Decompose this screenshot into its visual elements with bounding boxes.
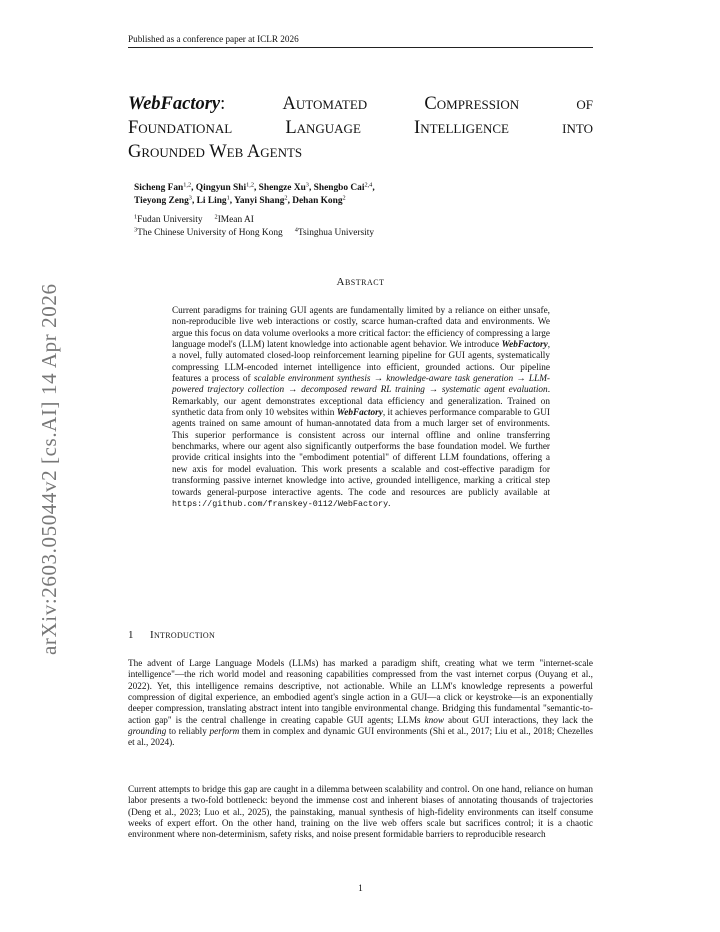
abstract-heading: Abstract — [336, 276, 385, 288]
title-word: Language — [285, 118, 361, 138]
running-header: Published as a conference paper at ICLR 2026 — [128, 34, 299, 44]
author-line-2: Tieyong Zeng$^3$, Li Ling$^1$, Yanyi Shang$^2$, Dehan Kong$^2$ — [134, 194, 346, 206]
author-list — [134, 182, 574, 207]
title-line-2 — [128, 116, 593, 140]
author: Li Ling — [196, 195, 227, 206]
intro-paragraph-1: The advent of Large Language Models (LLMs) has marked a paradigm shift, creating what we term "internet-scale intelligence"—the rich world model and reasoning capabilities compressed from the vast internet corpus (Ouyang et al., 2022). Yet, this intelligence remains descriptive, not actionable. While an LLM's knowledge represents a powerful compression of digital experience, an embodied agent's single action in a GUI—a click or keystroke—is an exponentially deeper compression, translating abstract intent into tangible environmental change. Bridging this fundamental "semantic-to-action gap" is the central challenge in creating capable GUI agents; LLMs know about GUI interactions, they lack the grounding to reliably perform them in complex and dynamic GUI environments (Shi et al., 2017; Liu et al., 2018; Chezelles et al., 2024). — [128, 659, 593, 749]
author: Dehan Kong — [292, 195, 343, 206]
arxiv-stamp: arXiv:2603.05044v2 [cs.AI] 14 Apr 2026 — [37, 283, 61, 655]
header-rule — [128, 47, 593, 48]
author: Shengbo Cai — [313, 183, 365, 193]
title-word: Grounded Web Agents — [128, 142, 303, 162]
affiliation: IMean AI — [217, 215, 254, 225]
author: Yanyi Shang — [234, 195, 285, 206]
title-word: Compression — [424, 94, 520, 114]
webfactory-name: WebFactory — [336, 408, 383, 419]
section-heading — [128, 629, 593, 641]
affiliation-line-2: $^3$The Chinese University of Hong Kong $^4$Tsinghua University — [134, 226, 375, 238]
title-word: Intelligence — [414, 118, 510, 138]
title-word: into — [562, 118, 593, 138]
affiliation-line-1: $^1$Fudan University $^2$IMean AI — [134, 213, 254, 225]
title-line-1 — [128, 92, 593, 116]
paper-title — [128, 92, 593, 164]
code-url-link[interactable]: https://github.com/franskey-0112/WebFactory — [172, 498, 389, 509]
title-colon: : — [220, 94, 226, 114]
author: Sicheng Fan — [134, 183, 184, 193]
title-word: Foundational — [128, 118, 233, 138]
title-word: Automated — [282, 94, 368, 114]
pipeline-description: scalable environment synthesis → knowledge-aware task generation → LLM-powered trajectory collection → decomposed reward RL training → systematic agent evaluation — [172, 374, 550, 396]
author: Shengze Xu — [258, 183, 306, 193]
title-name-group — [128, 92, 225, 116]
webfactory-name: WebFactory — [501, 340, 548, 351]
section-title: Introduction — [150, 629, 216, 641]
affiliation: Tsinghua University — [297, 227, 375, 238]
author: Tieyong Zeng — [134, 195, 189, 206]
author-line-1: Sicheng Fan$^{1,2}$, Qingyun Shi$^{1,2}$, Shengze Xu$^3$, Shengbo Cai$^{2,4}$, — [134, 181, 375, 193]
author: Qingyun Shi — [195, 183, 247, 193]
title-line-3 — [128, 140, 593, 164]
section-number: 1 — [128, 629, 134, 641]
page-number: 1 — [358, 884, 363, 894]
title-word: of — [576, 94, 593, 114]
intro-paragraph-2: Current attempts to bridge this gap are caught in a dilemma between scalability and control. On one hand, reliance on human labor presents a two-fold bottleneck: beyond the immense cost and inherent biases of annotating thousands of trajectories (Deng et al., 2023; Luo et al., 2025), the painstaking, manual synthesis of high-fidelity environments can itself consume weeks of expert effort. On the other hand, training on the live web offers scale but sacrifices control; it is a chaotic environment where non-determinism, safety risks, and noise present formidable barriers to reproducible research — [128, 785, 593, 841]
affiliations — [134, 214, 574, 239]
title-name: WebFactory — [128, 94, 221, 114]
abstract-body: Current paradigms for training GUI agents are fundamentally limited by a reliance on either unsafe, non-reproducible live web interactions or costly, scarce human-crafted data and environments. We argue this focus on data volume overlooks a more critical factor: the efficiency of compressing a large language model's (LLM) latent knowledge into actionable agent behavior. We introduce WebFactory, a novel, fully automated closed-loop reinforcement learning pipeline for GUI agents, systematically compressing LLM-encoded internet intelligence into efficient, grounded actions. Our pipeline features a process of scalable environment synthesis → knowledge-aware task generation → LLM-powered trajectory collection → decomposed reward RL training → systematic agent evaluation. Remarkably, our agent demonstrates exceptional data efficiency and generalization. Trained on synthetic data from only 10 websites within WebFactory, it achieves performance comparable to GUI agents trained on same amount of human-annotated data from a much larger set of environments. This superior performance is consistent across our internal offline and online transferring benchmarks, where our agent also significantly outperforms the base foundation model. We further provide critical insights into the "embodiment potential" of different LLM foundations, offering a new axis for model evaluation. This work presents a scalable and cost-effective paradigm for transforming passive internet knowledge into active, grounded intelligence, marking a critical step towards general-purpose interactive agents. The code and resources are publicly available at https://github.com/franskey-0112/WebFactory. — [172, 306, 550, 509]
affiliation: Fudan University — [137, 215, 203, 225]
affiliation: The Chinese University of Hong Kong — [137, 227, 283, 238]
